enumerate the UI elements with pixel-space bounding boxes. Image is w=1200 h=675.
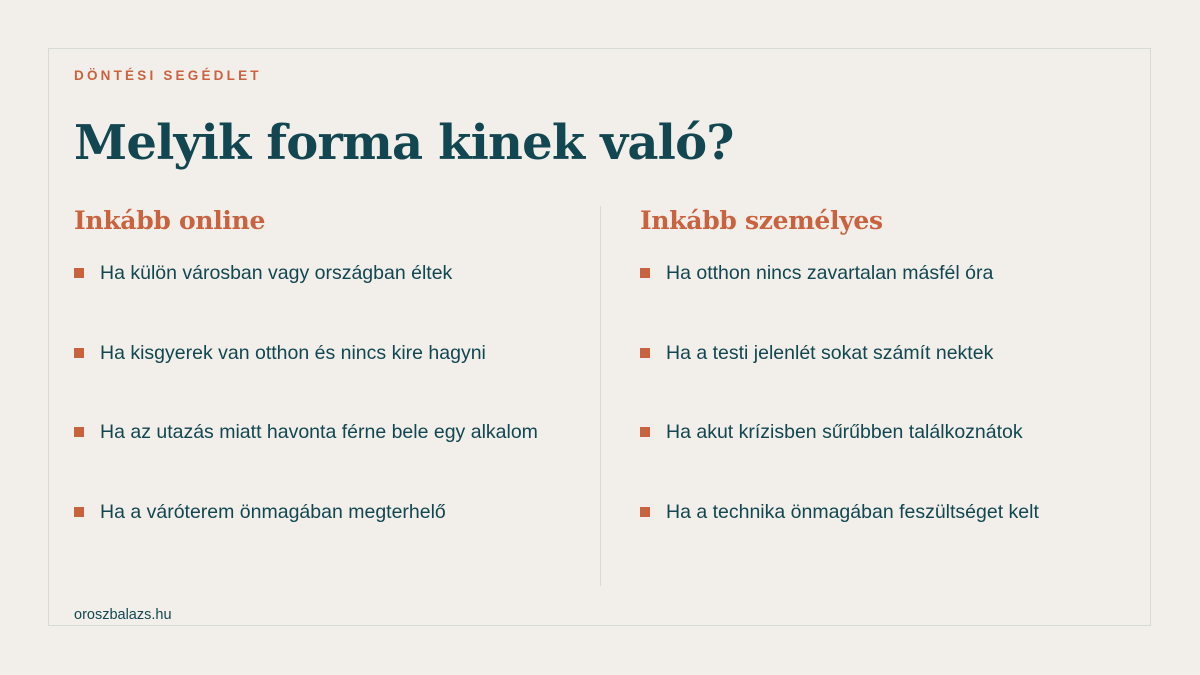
square-bullet-icon — [640, 348, 650, 358]
square-bullet-icon — [74, 268, 84, 278]
list-item-text: Ha a testi jelenlét sokat számít nektek — [666, 342, 994, 364]
list-item-text: Ha akut krízisben sűrűbben találkoznátok — [666, 421, 1023, 443]
list-item — [74, 418, 544, 446]
square-bullet-icon — [74, 427, 84, 437]
list-item — [640, 339, 1110, 367]
list-item — [640, 418, 1110, 446]
column-divider — [600, 206, 601, 586]
square-bullet-icon — [640, 427, 650, 437]
square-bullet-icon — [74, 507, 84, 517]
page-title: Melyik forma kinek való? — [74, 115, 734, 171]
list-item — [74, 498, 544, 526]
footer-domain: oroszbalazs.hu — [74, 607, 172, 623]
square-bullet-icon — [640, 507, 650, 517]
list-item-text: Ha külön városban vagy országban éltek — [100, 262, 453, 284]
list-item-text: Ha a technika önmagában feszültséget kelt — [666, 501, 1039, 523]
list-item — [74, 259, 544, 287]
left-column-heading: Inkább online — [74, 206, 266, 235]
square-bullet-icon — [640, 268, 650, 278]
list-item-text: Ha kisgyerek van otthon és nincs kire hagyni — [100, 342, 486, 364]
list-item — [640, 259, 1110, 287]
list-item — [74, 339, 544, 367]
eyebrow-label: DÖNTÉSI SEGÉDLET — [74, 68, 262, 83]
square-bullet-icon — [74, 348, 84, 358]
list-item — [640, 498, 1110, 526]
list-item-text: Ha az utazás miatt havonta férne bele egy alkalom — [100, 421, 538, 443]
list-item-text: Ha a váróterem önmagában megterhelő — [100, 501, 446, 523]
list-item-text: Ha otthon nincs zavartalan másfél óra — [666, 262, 994, 284]
right-column-heading: Inkább személyes — [640, 206, 883, 235]
